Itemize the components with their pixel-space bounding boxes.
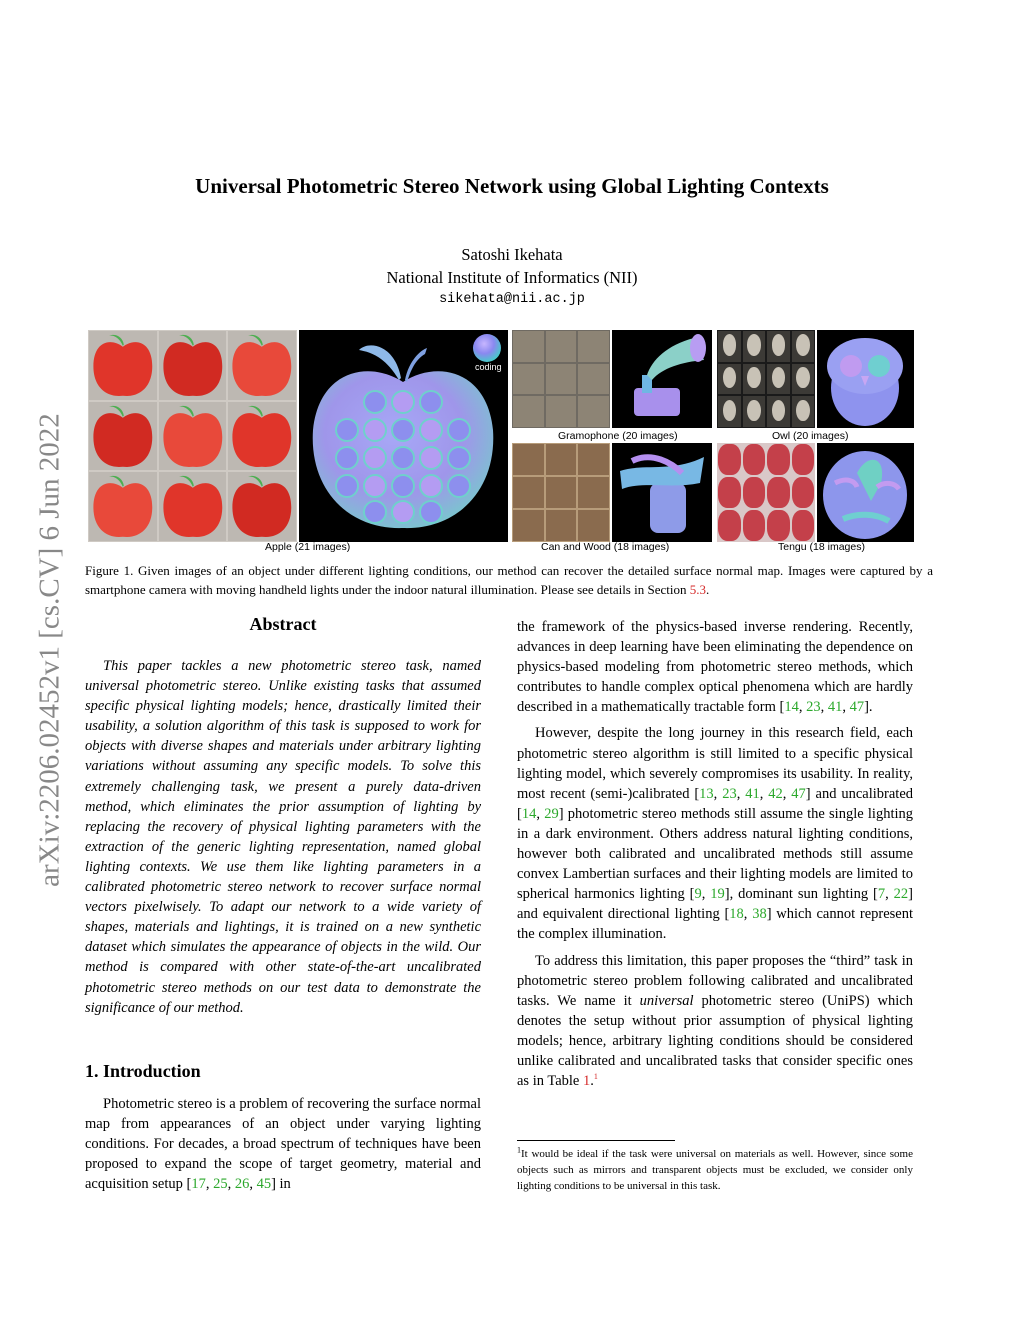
apple-normal-map bbox=[299, 330, 508, 542]
cite-link[interactable]: 7 bbox=[877, 886, 886, 903]
figure-caption bbox=[85, 561, 933, 599]
input-thumbnail bbox=[718, 477, 741, 508]
apple-normal-svg bbox=[299, 330, 508, 542]
paper-title: Universal Photometric Stereo Network using Global Lighting Contexts bbox=[195, 174, 829, 198]
cite-link[interactable]: 41 bbox=[745, 785, 760, 802]
intro-paragraph-1: Photometric stereo is a problem of recovering the surface normal map from appearances of an object under varying lighting conditions. For decades, a broad spectrum of techniques have been proposed to expand the scope of target geometry, material and acquisition setup [17, 25, 26, 45] in bbox=[85, 1096, 481, 1193]
input-thumbnail bbox=[89, 472, 157, 541]
cite-link[interactable]: 41 bbox=[827, 699, 843, 716]
right-p2-a: However, despite the long journey in this research field, each photometric stereo algorithm is still limited to a specific physical lighting model, which severely compromises its usability. In reality, most recent (semi-)calibrated [ bbox=[517, 725, 913, 802]
input-thumbnail bbox=[767, 396, 790, 427]
bubble-shape bbox=[364, 447, 386, 469]
right-p2-e: ] and equivalent directional lighting [ bbox=[517, 886, 913, 923]
bubble-shape bbox=[420, 447, 442, 469]
input-thumbnail bbox=[578, 477, 609, 508]
gramophone-inputs bbox=[512, 330, 610, 428]
bubble-shape bbox=[364, 501, 386, 523]
cite-link[interactable]: 13 bbox=[699, 785, 714, 802]
input-thumbnail bbox=[513, 444, 544, 475]
right-p1-end: ]. bbox=[864, 699, 873, 716]
input-thumbnail bbox=[228, 472, 296, 541]
table-ref-link[interactable]: 1 bbox=[582, 1073, 591, 1090]
right-p2-c: ] photometric stereo methods still assume the single lighting in a dark environment. Others address natural lighting conditions, however both calibrated and uncalibrated methods still assume convex Lambertian surfaces and their lighting models are limited to spherical harmonics lighting [ bbox=[517, 805, 913, 903]
caption-end: . bbox=[705, 582, 710, 597]
arxiv-sidebar: arXiv:2206.02452v1 [cs.CV] 6 Jun 2022 bbox=[33, 413, 66, 887]
abstract-text: This paper tackles a new photometric stereo task, named universal photometric stereo. Unlike existing tasks that assumed specific physical lighting models; hence, drastically limited their usability, a solution algorithm of this task is supposed to work for objects with diverse shapes and materials under arbitrary lighting variations without assuming any specific models. To solve this extremely challenging task, we present a purely data-driven method, which eliminates the prior assumption of lighting by replacing the recovery of physical lighting parameters with the extraction of the generic lighting representation, named global lighting contexts. We use them like lighting parameters in a calibrated photometric stereo network to recover surface normal vectors pixelwisely. To adapt our network to a wide variety of shapes, materials and lightings, it is trained on a new synthetic dataset which simulates the appearance of objects in the wild. Our method is compared with other state-of-the-art uncalibrated photometric stereo methods on our test data to demonstrate the significance of our method. bbox=[85, 658, 481, 1016]
input-thumbnail bbox=[767, 477, 790, 508]
input-thumbnail bbox=[546, 364, 577, 395]
bubble-shape bbox=[448, 447, 470, 469]
input-thumbnail bbox=[546, 444, 577, 475]
input-thumbnail bbox=[578, 331, 609, 362]
author-email[interactable]: sikehata@nii.ac.jp bbox=[439, 292, 585, 307]
tengu-normal bbox=[817, 443, 914, 542]
figure-1 bbox=[88, 330, 914, 542]
cite-link[interactable]: 17 bbox=[191, 1176, 206, 1193]
right-column bbox=[517, 617, 913, 1091]
input-thumbnail bbox=[159, 331, 227, 400]
footnote bbox=[517, 1146, 913, 1194]
bubble-shape bbox=[420, 391, 442, 413]
bubble-shape bbox=[364, 475, 386, 497]
input-thumbnail bbox=[767, 331, 790, 362]
caption-text: Figure 1. Given images of an object under different lighting conditions, our method can recover the detailed surface normal map. Images were captured by a smartphone camera with moving handheld lights under the indoor natural illumination. Please see details in Section bbox=[85, 563, 933, 597]
footnote-number: 1 bbox=[517, 1145, 521, 1155]
input-thumbnail bbox=[513, 331, 544, 362]
input-thumbnail bbox=[546, 510, 577, 541]
gramophone-label: Gramophone (20 images) bbox=[558, 430, 678, 442]
right-p2-d: ], dominant sun lighting [ bbox=[724, 886, 878, 903]
bubble-shape bbox=[448, 419, 470, 441]
cite-link[interactable]: 14 bbox=[521, 805, 537, 822]
cite-link[interactable]: 47 bbox=[791, 785, 806, 802]
owl-inputs bbox=[717, 330, 815, 428]
bubble-shape bbox=[420, 419, 442, 441]
input-thumbnail bbox=[792, 510, 815, 541]
right-p3-a: To address this limitation, this paper proposes the “third” task in photometric stereo problem following calibrated and uncalibrated tasks. We name it bbox=[517, 952, 913, 1009]
input-thumbnail bbox=[792, 444, 815, 475]
cite-link[interactable]: 42 bbox=[768, 785, 783, 802]
input-thumbnail bbox=[792, 331, 815, 362]
bubble-shape bbox=[336, 419, 358, 441]
input-thumbnail bbox=[743, 364, 766, 395]
input-thumbnail bbox=[767, 510, 790, 541]
input-thumbnail bbox=[792, 364, 815, 395]
right-p2-f: ] which cannot represent the complex illumination. bbox=[517, 906, 913, 943]
bubble-shape bbox=[448, 475, 470, 497]
right-paragraph-2: However, despite the long journey in this research field, each photometric stereo algorithm is still limited to a specific physical lighting model, which severely compromises its usability. In reality, most recent (semi-)calibrated [13, 23, 41, 42, 47] and uncalibrated [14, 29] photometric stereo methods still assume the single lighting in a dark environment. Others address natural lighting conditions, however both calibrated and uncalibrated methods still assume convex Lambertian surfaces and their lighting models are limited to spherical harmonics lighting [9, 19], dominant sun lighting [7, 22] and equivalent directional lighting [18, 38] which cannot represent the complex illumination. bbox=[517, 725, 914, 943]
owl-svg bbox=[817, 330, 914, 428]
cite-link[interactable]: 23 bbox=[806, 699, 821, 716]
input-thumbnail bbox=[767, 444, 790, 475]
can-inputs bbox=[512, 443, 610, 542]
input-thumbnail bbox=[792, 477, 815, 508]
footnote-rule bbox=[517, 1140, 675, 1141]
input-thumbnail bbox=[718, 396, 741, 427]
cite-link[interactable]: 29 bbox=[544, 805, 559, 822]
can-normal bbox=[612, 443, 712, 542]
apple-input-grid bbox=[88, 330, 297, 542]
bubble-shape bbox=[364, 391, 386, 413]
cite-link[interactable]: 19 bbox=[710, 886, 725, 903]
input-thumbnail bbox=[546, 331, 577, 362]
input-thumbnail bbox=[743, 331, 766, 362]
section-ref-link[interactable]: 5.3 bbox=[689, 582, 706, 597]
bubble-shape bbox=[336, 447, 358, 469]
input-thumbnail bbox=[228, 402, 296, 471]
cite-link[interactable]: 9 bbox=[694, 886, 702, 903]
right-p3-c: . bbox=[590, 1073, 594, 1090]
input-thumbnail bbox=[513, 477, 544, 508]
bubble-shape bbox=[364, 419, 386, 441]
input-thumbnail bbox=[159, 402, 227, 471]
abstract-body bbox=[85, 656, 481, 1018]
input-thumbnail bbox=[578, 364, 609, 395]
owl-label: Owl (20 images) bbox=[772, 430, 849, 442]
input-thumbnail bbox=[767, 364, 790, 395]
cite-link[interactable]: 25 bbox=[213, 1176, 228, 1193]
gramophone-svg bbox=[612, 330, 712, 428]
bubble-shape bbox=[392, 419, 414, 441]
input-thumbnail bbox=[718, 444, 741, 475]
intro-p1-text: Photometric stereo is a problem of recovering the surface normal map from appearances of an object under varying lighting conditions. For decades, a broad spectrum of techniques have been proposed to expand the scope of target geometry, material and acquisition setup [ bbox=[85, 1096, 481, 1193]
right-paragraph-3 bbox=[517, 951, 913, 1092]
bubble-shape bbox=[392, 475, 414, 497]
input-thumbnail bbox=[743, 396, 766, 427]
tengu-label: Tengu (18 images) bbox=[778, 541, 865, 553]
cite-link[interactable]: 14 bbox=[784, 699, 799, 716]
tengu-svg bbox=[817, 443, 914, 542]
apple-label: Apple (21 images) bbox=[265, 541, 351, 553]
input-thumbnail bbox=[513, 364, 544, 395]
input-thumbnail bbox=[159, 472, 227, 541]
input-thumbnail bbox=[546, 477, 577, 508]
owl-normal bbox=[817, 330, 914, 428]
cite-link[interactable]: 45 bbox=[256, 1176, 272, 1193]
right-p1-text: the framework of the physics-based inverse rendering. Recently, advances in deep learning have been eliminating the dependence on physics-based modeling from photometric stereo methods, which contributes to handle complex optical phenomena which are hardly described in a mathematically tractable form [ bbox=[517, 619, 913, 716]
cite-link[interactable]: 26 bbox=[234, 1176, 250, 1193]
input-thumbnail bbox=[578, 444, 609, 475]
input-thumbnail bbox=[743, 477, 766, 508]
cite-link[interactable]: 23 bbox=[722, 785, 737, 802]
right-p3-b: photometric stereo (UniPS) which denotes the setup without prior assumption of physical lighting models; hence, arbitrary lighting conditions should be considered unlike calibrated and uncalibrated tasks that consider specific ones as in Table bbox=[517, 992, 913, 1090]
input-thumbnail bbox=[718, 510, 741, 541]
input-thumbnail bbox=[513, 396, 544, 427]
input-thumbnail bbox=[89, 331, 157, 400]
can-label: Can and Wood (18 images) bbox=[541, 541, 670, 553]
intro-heading: 1. Introduction bbox=[85, 1061, 201, 1081]
can-svg bbox=[612, 443, 712, 542]
cite-link[interactable]: 18 bbox=[729, 906, 744, 923]
intro-body bbox=[85, 1094, 481, 1194]
input-thumbnail bbox=[718, 364, 741, 395]
input-thumbnail bbox=[718, 331, 741, 362]
bubble-shape bbox=[392, 447, 414, 469]
author-name: Satoshi Ikehata bbox=[461, 245, 563, 264]
intro-p1-end: ] in bbox=[271, 1176, 291, 1193]
input-thumbnail bbox=[89, 402, 157, 471]
universal-emphasis: universal bbox=[639, 992, 694, 1009]
input-thumbnail bbox=[792, 396, 815, 427]
bubble-shape bbox=[420, 475, 442, 497]
cite-link[interactable]: 38 bbox=[752, 906, 767, 923]
input-thumbnail bbox=[513, 510, 544, 541]
input-thumbnail bbox=[578, 510, 609, 541]
bubble-shape bbox=[392, 501, 414, 523]
footnote-mark-link[interactable]: 1 bbox=[593, 1072, 598, 1082]
bubble-shape bbox=[336, 475, 358, 497]
input-thumbnail bbox=[578, 396, 609, 427]
input-thumbnail bbox=[228, 331, 296, 400]
right-p2-b: ] and uncalibrated [ bbox=[517, 785, 914, 822]
input-thumbnail bbox=[743, 444, 766, 475]
cite-link[interactable]: 47 bbox=[849, 699, 865, 716]
bubble-shape bbox=[420, 501, 442, 523]
input-thumbnail bbox=[743, 510, 766, 541]
bubble-shape bbox=[392, 391, 414, 413]
author-block bbox=[0, 243, 1024, 289]
right-paragraph-1: the framework of the physics-based inverse rendering. Recently, advances in deep learning have been eliminating the dependence on physics-based modeling from photometric stereo methods, which contributes to handle complex optical phenomena which are hardly described in a mathematically tractable form [14, 23, 41, 47]. bbox=[517, 619, 913, 716]
tengu-inputs bbox=[717, 443, 815, 542]
input-thumbnail bbox=[546, 396, 577, 427]
gramophone-normal bbox=[612, 330, 712, 428]
coding-label: coding bbox=[475, 362, 502, 372]
footnote-text: It would be ideal if the task were universal on materials as well. However, since some objects such as mirrors and transparent objects must be excluded, we consider only lighting conditions to be universal in this task. bbox=[517, 1148, 913, 1192]
author-affiliation: National Institute of Informatics (NII) bbox=[386, 268, 638, 287]
abstract-heading: Abstract bbox=[249, 614, 317, 634]
cite-link[interactable]: 22 bbox=[893, 886, 909, 903]
